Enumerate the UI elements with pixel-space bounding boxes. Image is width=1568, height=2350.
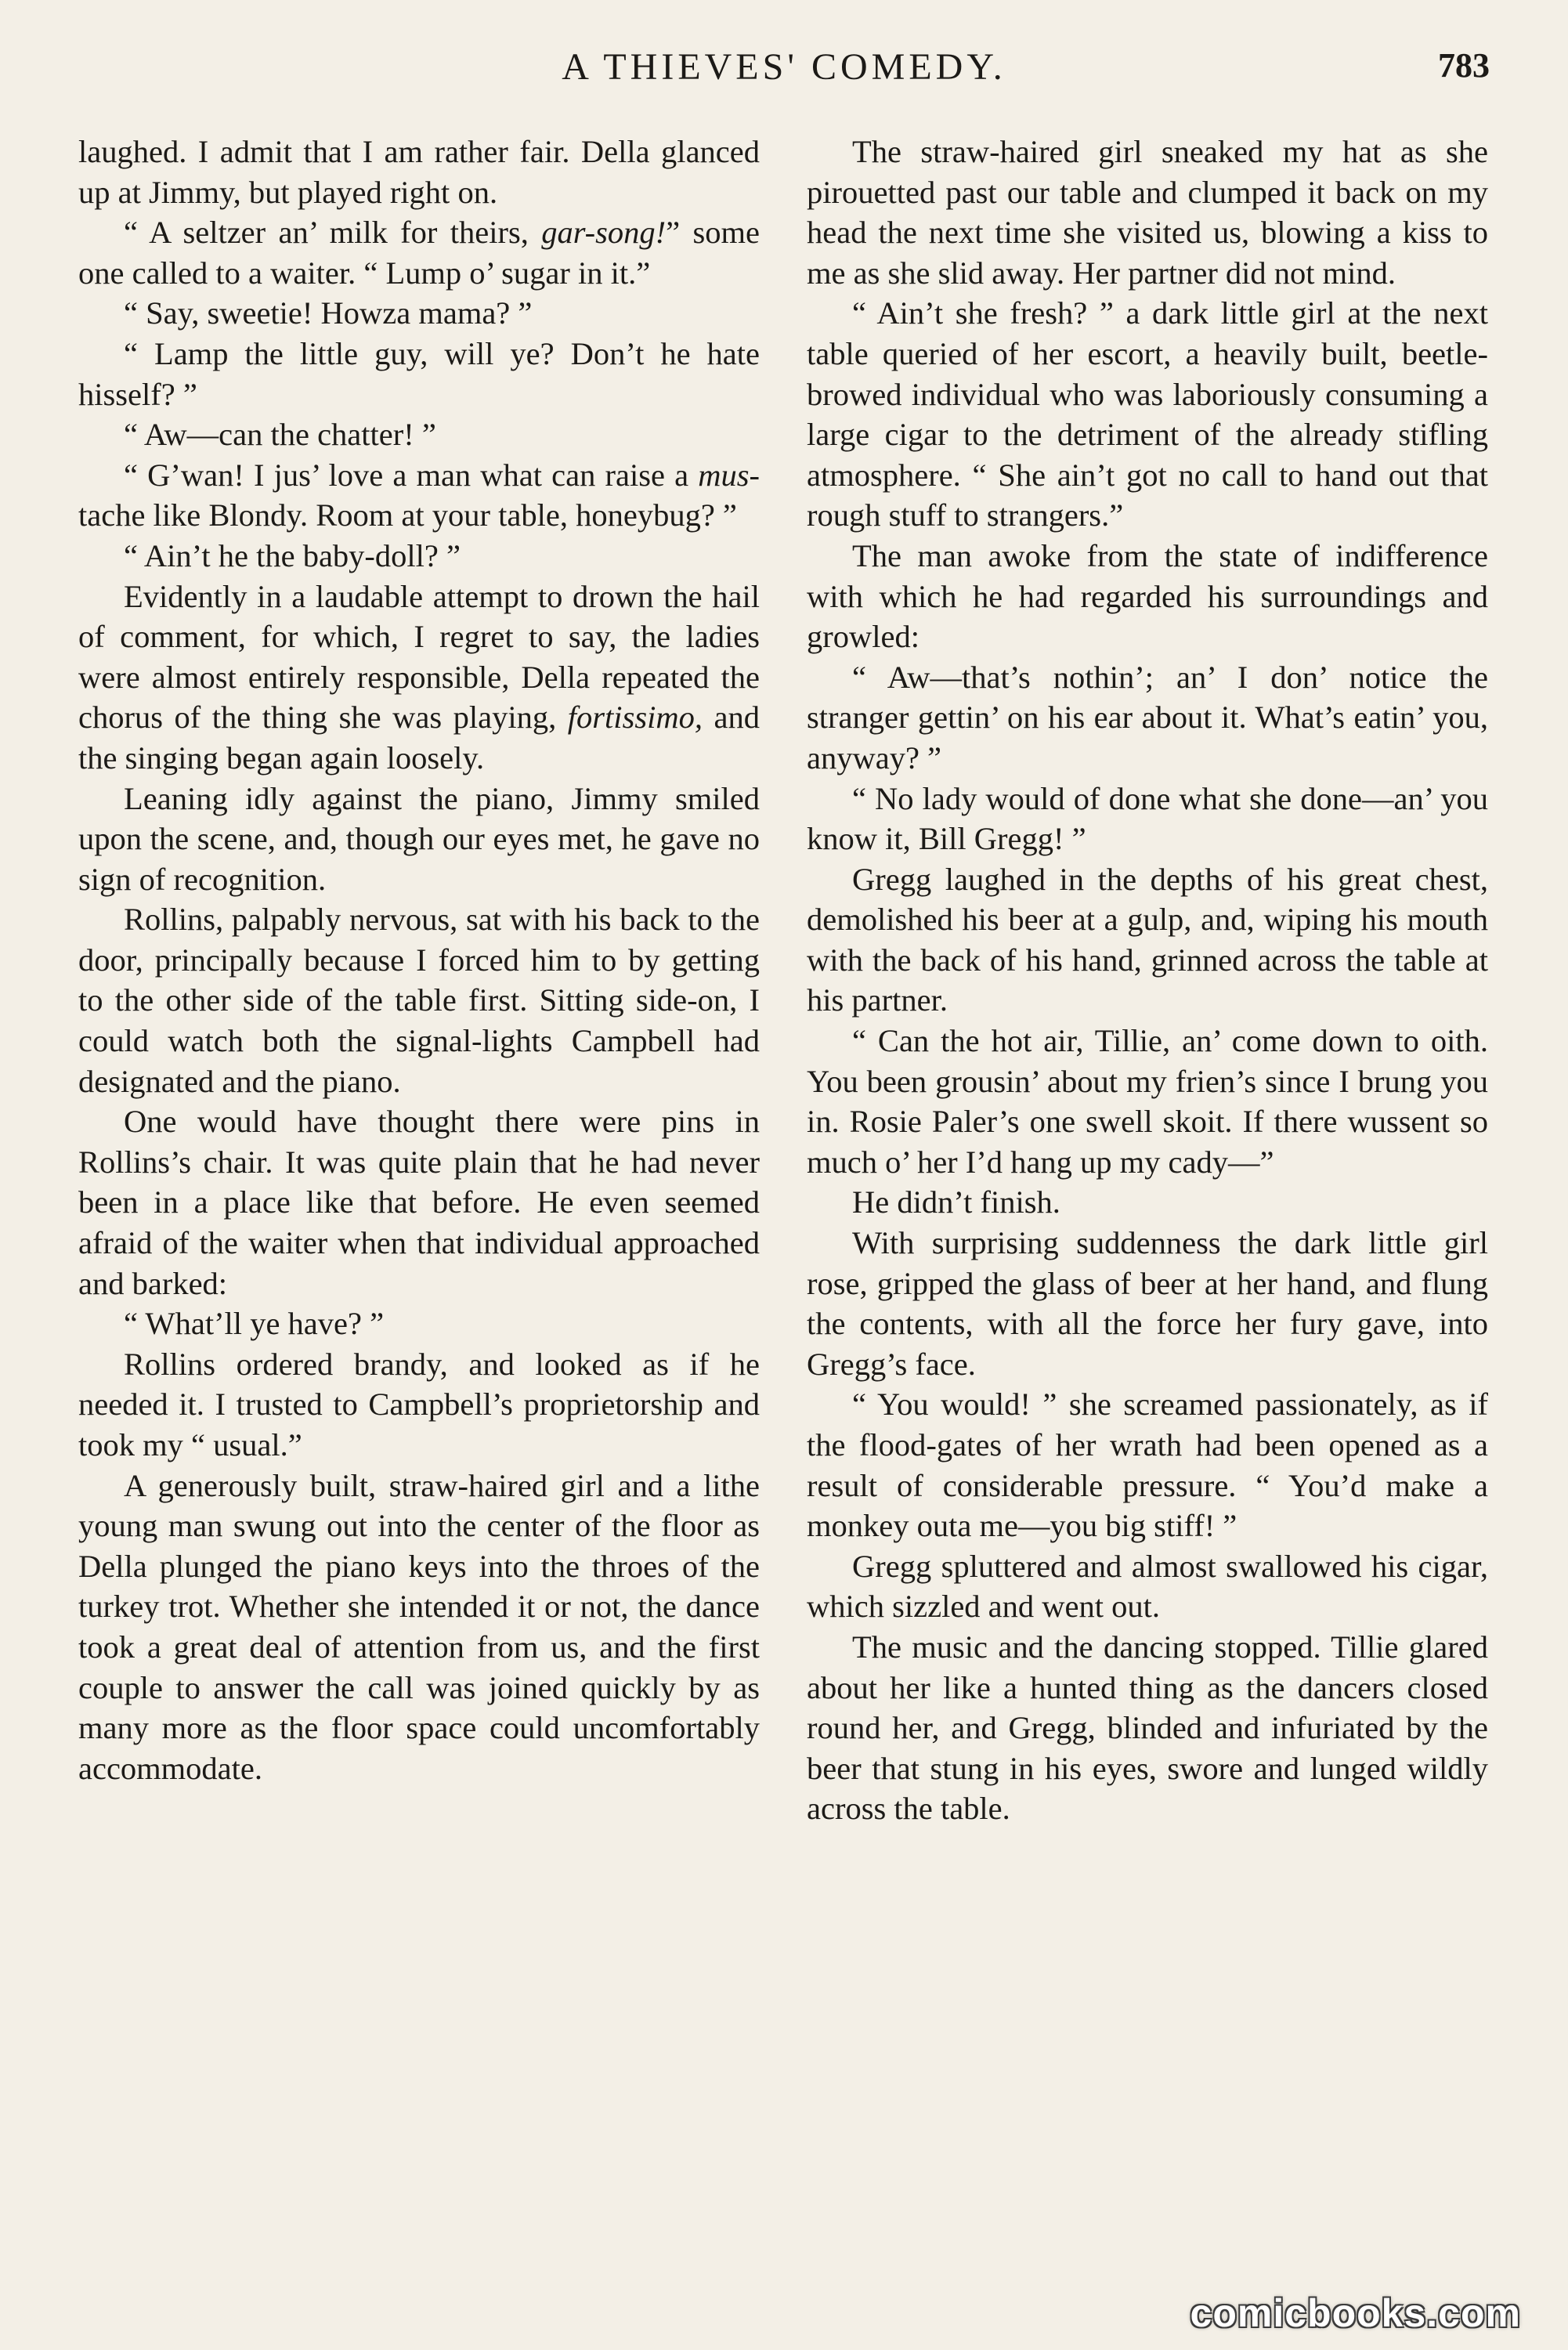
paragraph: “ Say, sweetie! Howza mama? ”	[124, 295, 533, 331]
watermark-logo: comicbooks.com	[1190, 2291, 1521, 2335]
paragraph: Rollins ordered brandy, and looked as if he needed it. I trusted to Campbell’s proprietorship and took my “ usual.”	[78, 1346, 760, 1462]
paragraph: “ G’wan! I jus’ love a man what can raise a mus-tache like Blondy. Room at your table, honeybug? ”	[78, 457, 760, 533]
right-column	[807, 132, 1488, 1829]
paragraph: The man awoke from the state of indifference with which he had regarded his surroundings and growled:	[807, 537, 1488, 655]
paragraph: One would have thought there were pins in Rollins’s chair. It was quite plain that he had never been in a place like that before. He even seemed afraid of the waiter when that individual approached and barked:	[78, 1104, 760, 1301]
paragraph: He didn’t finish.	[852, 1184, 1060, 1220]
paragraph: Gregg laughed in the depths of his great chest, demolished his beer at a gulp, and, wiping his mouth with the back of his hand, grinned across the table at his partner.	[807, 861, 1488, 1018]
paragraph: Gregg spluttered and almost swallowed his cigar, which sizzled and went out.	[807, 1548, 1488, 1625]
paragraph: Rollins, palpably nervous, sat with his back to the door, principally because I forced him to by getting to the other side of the table first. Sitting side-on, I could watch both the signal-lights Campbell had designated and the piano.	[78, 902, 760, 1099]
paragraph: “ Lamp the little guy, will ye? Don’t he hate hisself? ”	[78, 335, 760, 412]
paragraph: With surprising suddenness the dark little girl rose, gripped the glass of beer at her hand, and flung the contents, with all the force her fury gave, into Gregg’s face.	[807, 1225, 1488, 1382]
paragraph: “ What’ll ye have? ”	[124, 1306, 385, 1342]
paragraph: “ Ain’t he the baby-doll? ”	[124, 537, 461, 573]
paragraph: Evidently in a laudable attempt to drown the hail of comment, for which, I regret to say, the ladies were almost entirely responsible, Della repeated the chorus of the thing she was playing, fortissimo, and the singing began again loosely.	[78, 578, 760, 776]
running-title: A THIEVES' COMEDY.	[562, 46, 1006, 88]
paragraph: The straw-haired girl sneaked my hat as she pirouetted past our table and clumped it back on my head the next time she visited us, blowing a kiss to me as she slid away. Her partner did not mind.	[807, 134, 1488, 291]
page-header	[78, 45, 1490, 100]
paragraph: “ You would! ” she screamed passionately, as if the flood-gates of her wrath had been opened as a result of considerable pressure. “ You’d make a monkey outa me—you big stiff! ”	[807, 1386, 1488, 1544]
paragraph: “ Aw—can the chatter! ”	[124, 417, 436, 453]
paragraph: “ Aw—that’s nothin’; an’ I don’ notice the stranger gettin’ on his ear about it. What’s eatin’ you, anyway? ”	[807, 659, 1488, 776]
paragraph: Leaning idly against the piano, Jimmy smiled upon the scene, and, though our eyes met, he gave no sign of recognition.	[78, 780, 760, 897]
left-column	[78, 132, 760, 1788]
paragraph: laughed. I admit that I am rather fair. Della glanced up at Jimmy, but played right on.	[78, 134, 760, 210]
paragraph: “ Ain’t she fresh? ” a dark little girl at the next table queried of her escort, a heavily built, beetle-browed individual who was laboriously consuming a large cigar to the detriment of the already stifling atmosphere. “ She ain’t got no call to hand out that rough stuff to strangers.”	[807, 295, 1488, 533]
paragraph: “ A seltzer an’ milk for theirs, gar-song!” some one called to a waiter. “ Lump o’ sugar in it.”	[78, 215, 760, 291]
paragraph: The music and the dancing stopped. Tillie glared about her like a hunted thing as the dancers closed round her, and Gregg, blinded and infuriated by the beer that stung in his eyes, swore and lunged wildly across the table.	[807, 1629, 1488, 1827]
paragraph: “ Can the hot air, Tillie, an’ come down to oith. You been grousin’ about my frien’s since I brung you in. Rosie Paler’s one swell skoit. If there wussent so much o’ her I’d hang up my cady—”	[807, 1023, 1488, 1180]
paragraph: “ No lady would of done what she done—an’ you know it, Bill Gregg! ”	[807, 780, 1488, 857]
paragraph: A generously built, straw-haired girl and a lithe young man swung out into the center of the floor as Della plunged the piano keys into the throes of the turkey trot. Whether she intended it or not, the dance took a great deal of attention from us, and the first couple to answer the call was joined quickly by as many more as the floor space could uncomfortably accommodate.	[78, 1467, 760, 1786]
page-number: 783	[1438, 46, 1490, 85]
